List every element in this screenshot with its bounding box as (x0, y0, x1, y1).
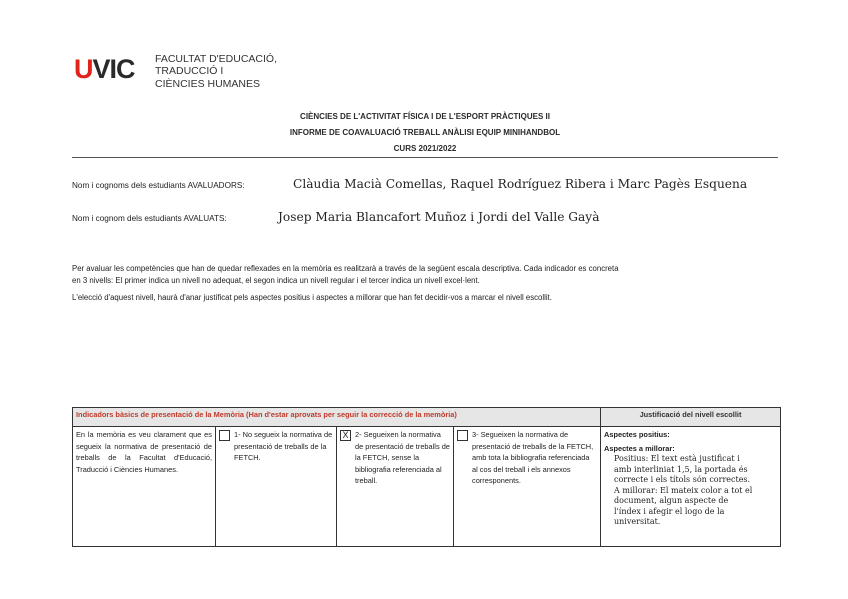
intro-note: L'elecció d'aquest nivell, haurà d'anar justificat pels aspectes positius i aspectes a millorar que han fet decidir-vos a marcar el nivell escollit. (72, 293, 552, 302)
level-3-checkbox[interactable] (457, 430, 468, 441)
evaluated-label: Nom i cognom dels estudiants AVALUATS: (72, 214, 227, 223)
intro-paragraph: Per avaluar les competències que han de quedar reflexades en la memòria es realitzarà a través de la següent escala descriptiva. Cada indicador es concreta en 3 nivells: El primer indica un nivell no adequat, el segon indica un nivell regular i el tercer indica un nivell excel·lent. (72, 264, 619, 285)
indicators-header: Indicadors bàsics de presentació de la Memòria (Han d'estar aprovats per seguir la correcció de la memòria) (73, 408, 601, 427)
indicator-description: En la memòria es veu clarament que es segueix la normativa de presentació de treballs de la Facultat d'Educació, Traducció i Ciències Humanes. (73, 427, 216, 547)
improve-aspects-label: Aspectes a millorar: (604, 443, 675, 453)
positive-aspects-label: Aspectes positius: (604, 430, 670, 439)
evaluated-value: Josep Maria Blancafort Muñoz i Jordi del Valle Gayà (278, 210, 600, 224)
justification-cell (601, 427, 781, 547)
level-2-text: 2- Segueixen la normativa de presentació de treballs de la FETCH, sense la bibliografia referenciada al treball. (355, 430, 450, 485)
level-1-text: 1- No segueix la normativa de presentació de treballs de la FETCH. (234, 430, 333, 462)
logo-mark: UVIC (74, 54, 135, 84)
option-level-3 (454, 427, 601, 547)
table-header-row (73, 408, 781, 427)
level-1-checkbox[interactable] (219, 430, 230, 441)
header-report-title: INFORME DE COAVALUACIÓ TREBALL ANÀLISI EQUIP MINIHANDBOL (289, 128, 561, 137)
option-level-1 (216, 427, 337, 547)
header-course-title: CIÈNCIES DE L'ACTIVITAT FÍSICA I DE L'ESPORT PRÀCTIQUES II (300, 112, 550, 121)
justification-header: Justificació del nivell escollit (601, 408, 781, 427)
header-academic-year: CURS 2021/2022 (393, 144, 457, 153)
level-2-checkbox[interactable]: X (340, 430, 351, 441)
level-3-text: 3- Segueixen la normativa de presentació de treballs de la FETCH, amb tota la bibliografia referenciada al cos del treball i els annexos corresponents. (472, 430, 594, 485)
table-row (73, 427, 781, 547)
justification-text: Positius: El text està justificat i amb interliniat 1,5, la portada és correcte i els títols són correctes. A millorar: El mateix color a tot el document, algun aspecte de l'índex i afegir el logo de la universitat. (614, 454, 753, 526)
evaluators-label: Nom i cognoms dels estudiants AVALUADORS: (72, 181, 245, 190)
option-level-2 (337, 427, 454, 547)
evaluators-value: Clàudia Macià Comellas, Raquel Rodríguez Ribera i Marc Pagès Esquena (293, 177, 748, 191)
evaluation-table (72, 407, 781, 547)
header-divider (72, 157, 778, 158)
logo-faculty-name: FACULTAT D'EDUCACIÓ, TRADUCCIÓ I CIÈNCIES HUMANES (155, 53, 277, 90)
